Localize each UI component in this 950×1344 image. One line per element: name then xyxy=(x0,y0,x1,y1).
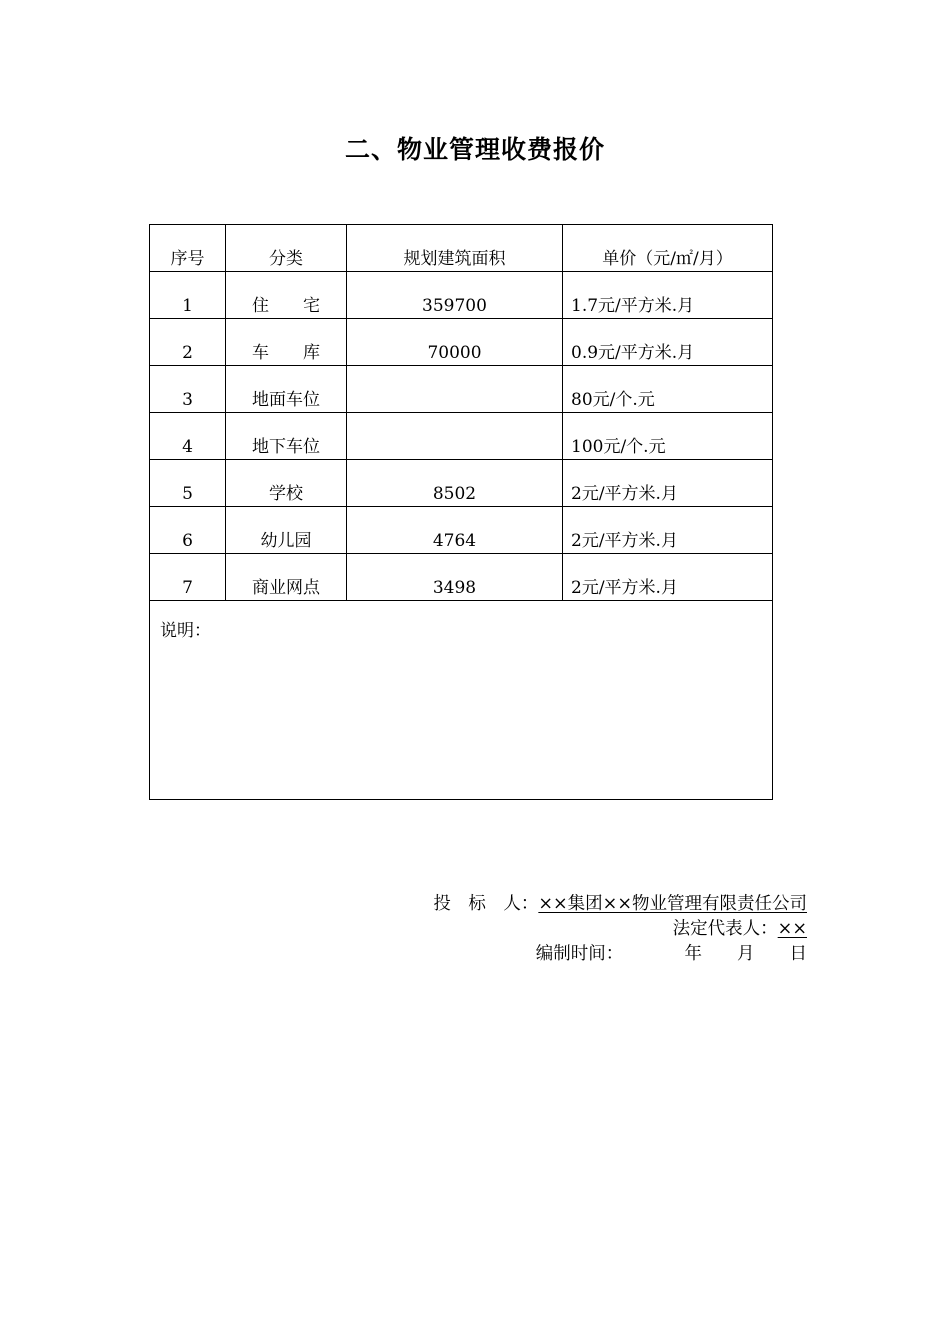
row-area xyxy=(347,366,563,413)
row-serial: 4 xyxy=(150,413,226,460)
bidder-line xyxy=(433,892,807,917)
header-category: 分类 xyxy=(226,225,347,272)
table-row xyxy=(150,554,773,601)
header-planned-area: 规划建筑面积 xyxy=(347,225,563,272)
header-unit-price: 单价（元/㎡/月） xyxy=(563,225,773,272)
row-area: 70000 xyxy=(347,319,563,366)
bidder-value: ××集团××物业管理有限责任公司 xyxy=(538,894,807,914)
table-header-row xyxy=(150,225,773,272)
bidder-label: 投 标 人： xyxy=(433,894,539,914)
row-area xyxy=(347,413,563,460)
table-row xyxy=(150,366,773,413)
row-price: 100元/个.元 xyxy=(563,413,773,460)
row-price: 1.7元/平方米.月 xyxy=(563,272,773,319)
legal-rep-label: 法定代表人： xyxy=(672,919,778,939)
row-serial: 3 xyxy=(150,366,226,413)
row-area: 8502 xyxy=(347,460,563,507)
row-category: 学校 xyxy=(226,460,347,507)
date-label: 编制时间： xyxy=(535,944,615,964)
legal-rep-line xyxy=(673,917,807,942)
fee-quote-table xyxy=(149,224,773,800)
row-serial: 5 xyxy=(150,460,226,507)
legal-rep-value: ×× xyxy=(777,919,807,939)
row-area: 4764 xyxy=(347,507,563,554)
date-placeholder: 年 月 日 xyxy=(614,944,807,964)
page-title: 二、物业管理收费报价 xyxy=(344,135,605,164)
row-serial: 7 xyxy=(150,554,226,601)
row-area: 3498 xyxy=(347,554,563,601)
table-row xyxy=(150,319,773,366)
row-category: 住 宅 xyxy=(226,272,347,319)
table-row xyxy=(150,460,773,507)
row-serial: 1 xyxy=(150,272,226,319)
row-category: 地下车位 xyxy=(226,413,347,460)
note-label: 说明： xyxy=(150,601,773,800)
date-line xyxy=(536,942,807,967)
header-serial: 序号 xyxy=(150,225,226,272)
row-category: 商业网点 xyxy=(226,554,347,601)
row-price: 2元/平方米.月 xyxy=(563,507,773,554)
table-row xyxy=(150,272,773,319)
row-area: 359700 xyxy=(347,272,563,319)
row-category: 幼儿园 xyxy=(226,507,347,554)
note-row xyxy=(150,601,773,800)
row-price: 0.9元/平方米.月 xyxy=(563,319,773,366)
table-row xyxy=(150,507,773,554)
row-serial: 2 xyxy=(150,319,226,366)
row-serial: 6 xyxy=(150,507,226,554)
row-category: 车 库 xyxy=(226,319,347,366)
table-row xyxy=(150,413,773,460)
row-price: 2元/平方米.月 xyxy=(563,554,773,601)
row-price: 2元/平方米.月 xyxy=(563,460,773,507)
row-category: 地面车位 xyxy=(226,366,347,413)
row-price: 80元/个.元 xyxy=(563,366,773,413)
